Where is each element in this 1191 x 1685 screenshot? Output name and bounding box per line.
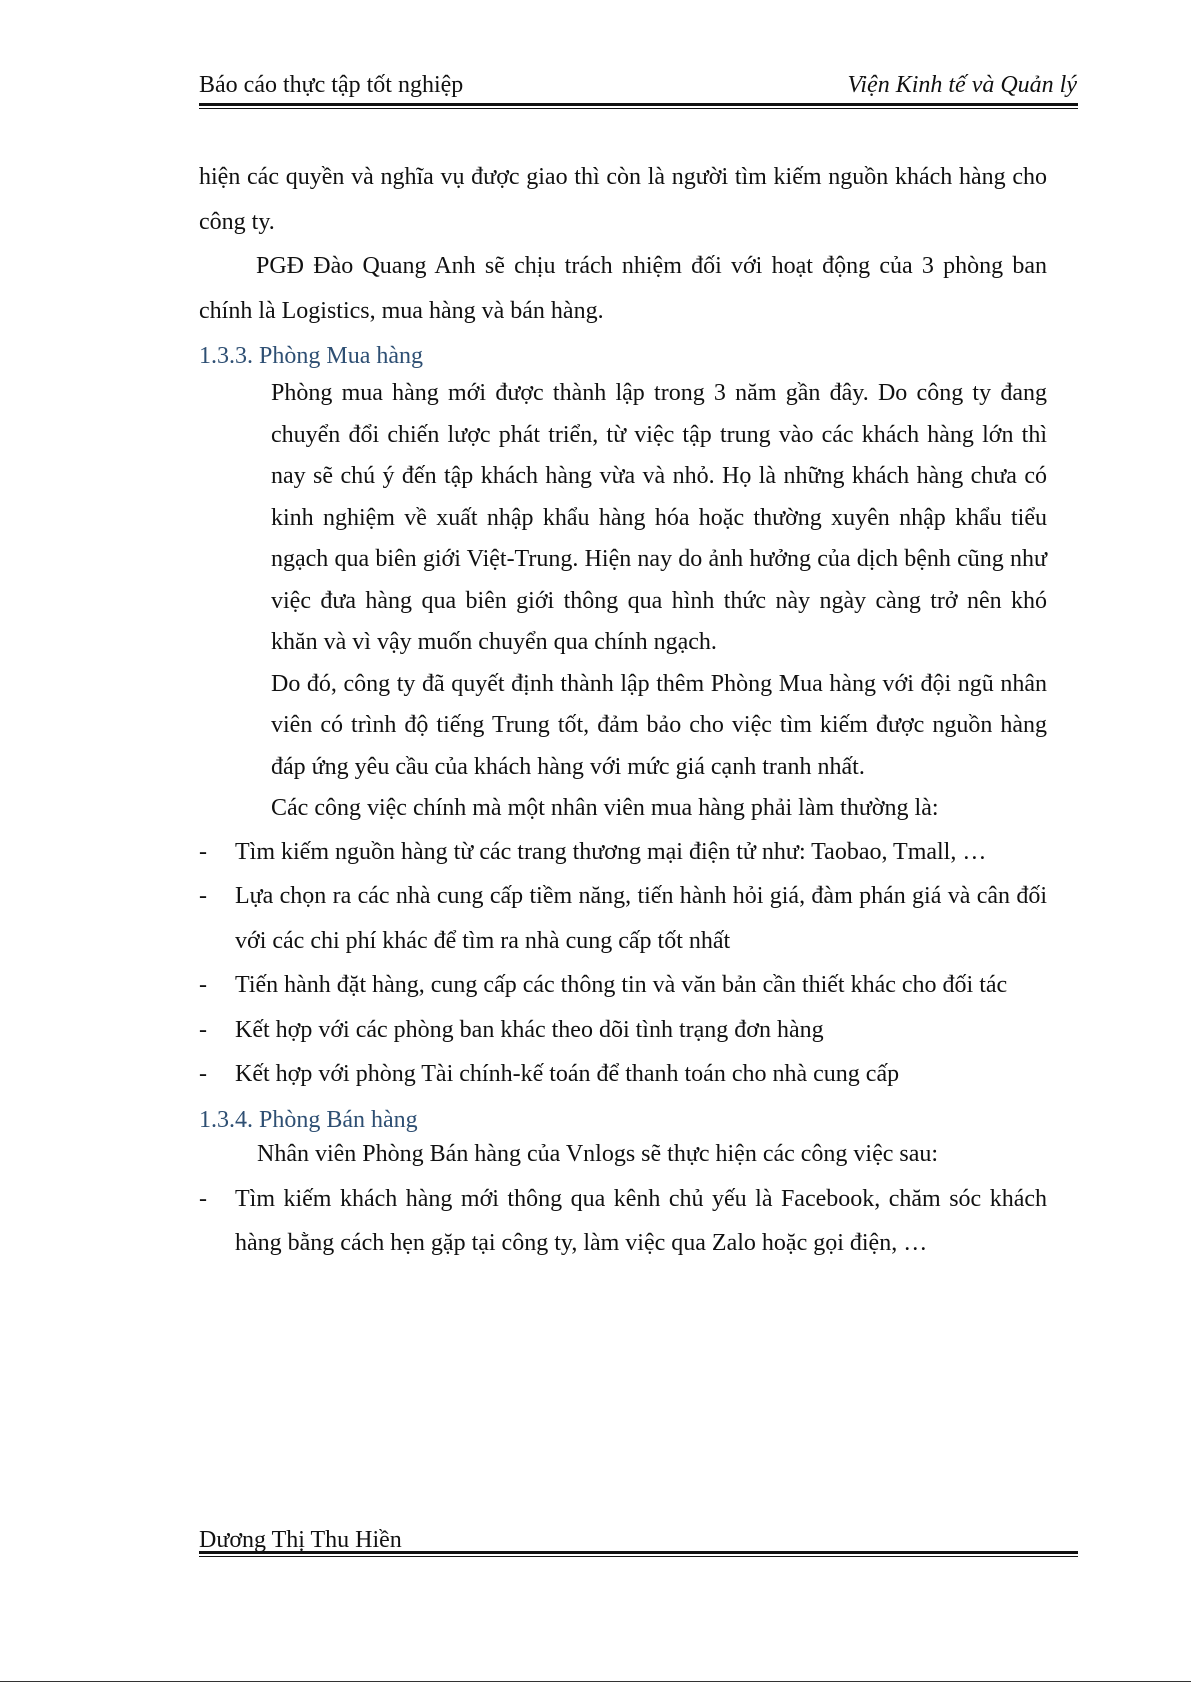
purchasing-paragraph-2: Do đó, công ty đã quyết định thành lập thêm Phòng Mua hàng với đội ngũ nhân viên có trình độ tiếng Trung tốt, đảm bảo cho việc tìm kiếm được nguồn hàng đáp ứng yêu cầu của khách hàng với mức giá cạnh tranh nhất. <box>271 670 1047 780</box>
list-item <box>199 874 1047 963</box>
sales-task-list <box>199 1177 1047 1266</box>
list-item-text: Tiến hành đặt hàng, cung cấp các thông tin và văn bản cần thiết khác cho đối tác <box>235 972 1008 998</box>
purchasing-paragraph-3: Các công việc chính mà một nhân viên mua hàng phải làm thường là: <box>271 795 939 821</box>
footer-rule <box>199 1551 1078 1557</box>
list-item-text: Kết hợp với phòng Tài chính-kế toán để thanh toán cho nhà cung cấp <box>235 1061 900 1087</box>
purchasing-task-list <box>199 830 1047 1097</box>
paragraph-pgd: PGĐ Đào Quang Anh sẽ chịu trách nhiệm đối với hoạt động của 3 phòng ban chính là Logistics, mua hàng và bán hàng. <box>199 253 1047 324</box>
list-item-text: Tìm kiếm khách hàng mới thông qua kênh chủ yếu là Facebook, chăm sóc khách hàng bằng cách hẹn gặp tại công ty, làm việc qua Zalo hoặc gọi điện, … <box>235 1185 1047 1256</box>
report-title: Báo cáo thực tập tốt nghiệp <box>199 72 464 98</box>
dash-bullet: - <box>199 1185 207 1212</box>
page-header <box>199 72 1077 102</box>
paragraph-continuation: hiện các quyền và nghĩa vụ được giao thì còn là người tìm kiếm nguồn khách hàng cho công ty. <box>199 164 1047 235</box>
dash-bullet: - <box>199 1016 207 1043</box>
list-item-text: Lựa chọn ra các nhà cung cấp tiềm năng, tiến hành hỏi giá, đàm phán giá và cân đối với các chi phí khác để tìm ra nhà cung cấp tốt nhất <box>235 883 1047 954</box>
dash-bullet: - <box>199 883 207 909</box>
author-name: Dương Thị Thu Hiền <box>199 1527 402 1553</box>
list-item <box>199 1177 1047 1266</box>
list-item-text: Kết hợp với các phòng ban khác theo dõi tình trạng đơn hàng <box>235 1016 824 1043</box>
purchasing-paragraph-1: Phòng mua hàng mới được thành lập trong 3 năm gần đây. Do công ty đang chuyển đổi chiến lược phát triển, từ việc tập trung vào các khách hàng lớn thì nay sẽ chú ý đến tập khách hàng vừa và nhỏ. Họ là những khách hàng chưa có kinh nghiệm về xuất nhập khẩu hàng hóa hoặc thường xuyên nhập khẩu tiểu ngạch qua biên giới Việt-Trung. Hiện nay do ảnh hưởng của dịch bệnh cũng như việc đưa hàng qua biên giới thông qua hình thức này ngày càng trở nên khó khăn và vì vậy muốn chuyển qua chính ngạch. <box>271 380 1047 655</box>
list-item <box>199 1052 1047 1097</box>
purchasing-description <box>199 373 1047 830</box>
list-item <box>199 1008 1047 1053</box>
list-item <box>199 830 1047 875</box>
dash-bullet: - <box>199 1061 207 1087</box>
header-rule <box>199 103 1078 109</box>
list-item-text: Tìm kiếm nguồn hàng từ các trang thương mại điện tử như: Taobao, Tmall, … <box>235 838 987 865</box>
dash-bullet: - <box>199 972 207 998</box>
list-item <box>199 963 1047 1008</box>
sales-intro: Nhân viên Phòng Bán hàng của Vnlogs sẽ thực hiện các công việc sau: <box>257 1140 939 1167</box>
section-heading-1-3-4: 1.3.4. Phòng Bán hàng <box>199 1106 418 1133</box>
page-edge-line <box>0 1681 1191 1682</box>
institute-name: Viện Kinh tế và Quản lý <box>847 72 1077 98</box>
section-heading-1-3-3: 1.3.3. Phòng Mua hàng <box>199 343 423 369</box>
page-content <box>199 155 1047 1266</box>
dash-bullet: - <box>199 838 207 865</box>
